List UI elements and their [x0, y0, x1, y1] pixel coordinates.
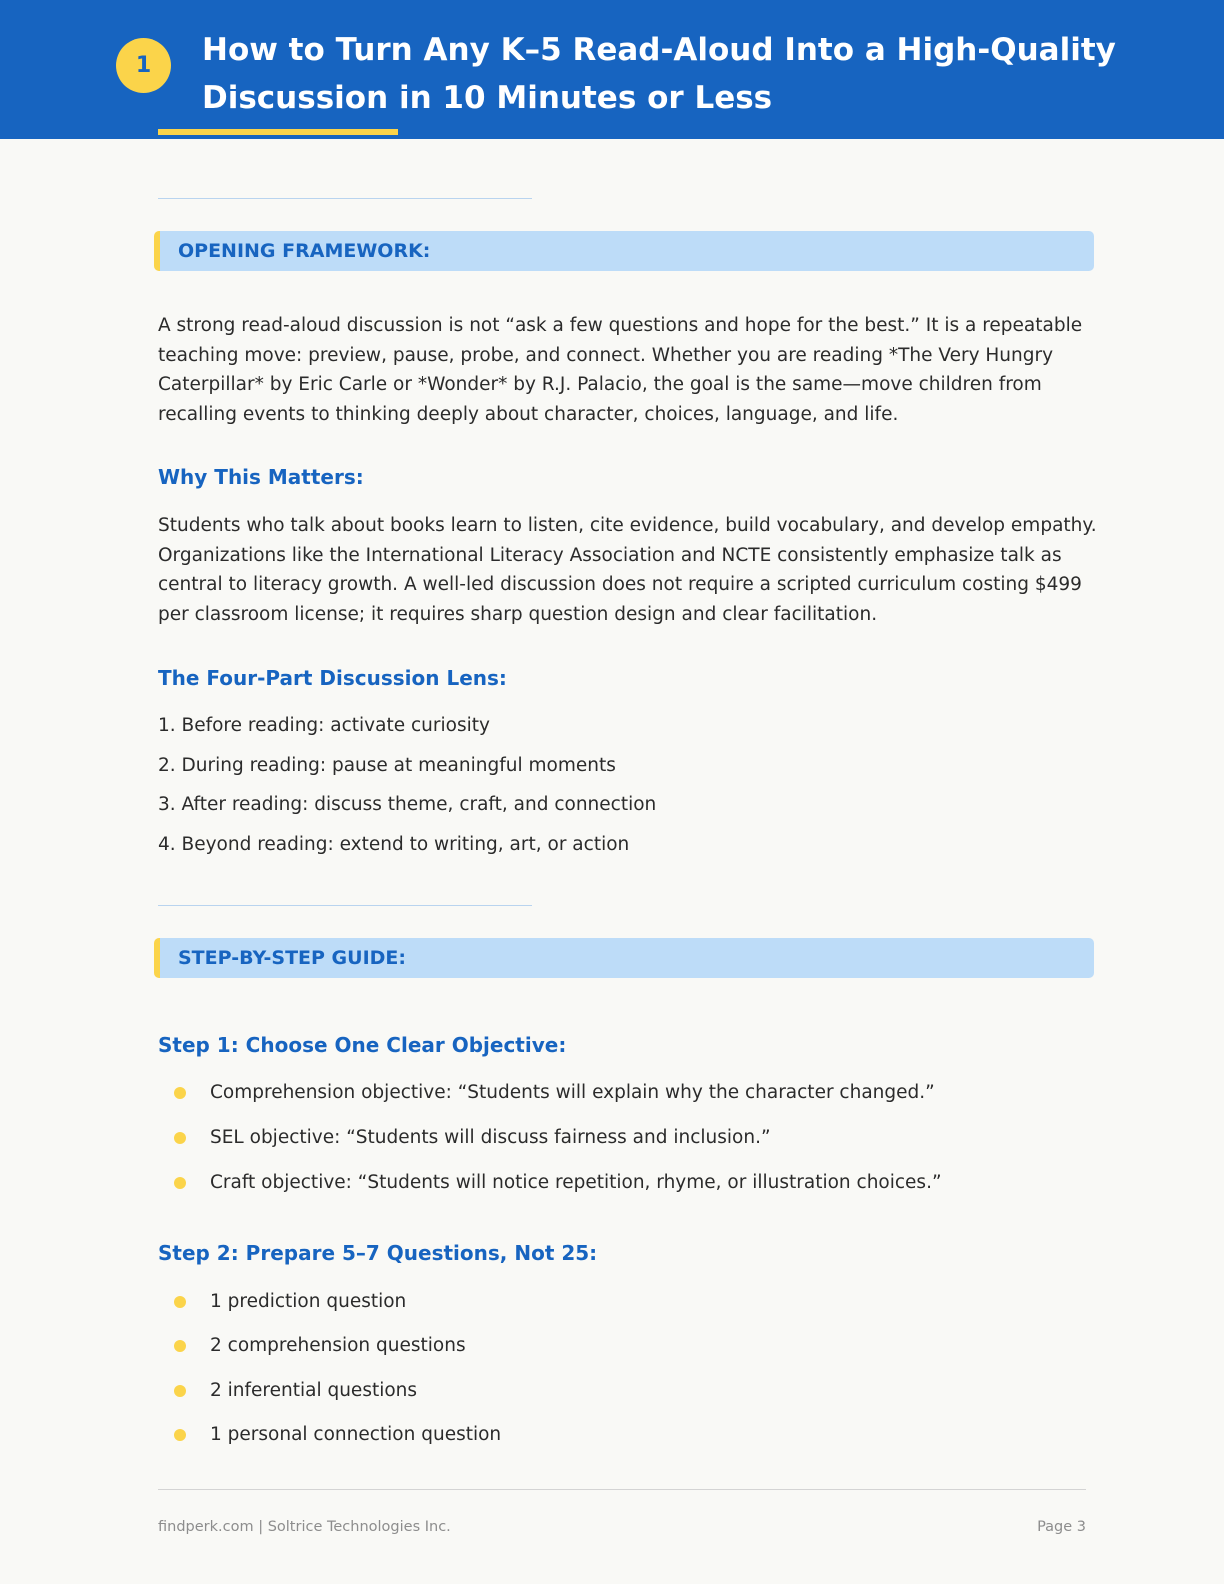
- bullet-text: Craft objective: “Students will notice repetition, rhyme, or illustration choices.”: [210, 1172, 942, 1193]
- bullet-dot-icon: [174, 1296, 186, 1308]
- why-matters-heading: Why This Matters:: [158, 465, 364, 489]
- section-divider: [158, 905, 532, 906]
- section-divider: [158, 198, 532, 199]
- discussion-lens-heading: The Four-Part Discussion Lens:: [158, 666, 507, 690]
- bullet-text: 1 personal connection question: [210, 1424, 502, 1445]
- section-heading-label: OPENING FRAMEWORK:: [178, 240, 431, 262]
- page-number: Page 3: [1037, 1519, 1086, 1535]
- bullet-text: 2 comprehension questions: [210, 1335, 466, 1356]
- bullet-text: SEL objective: “Students will discuss fairness and inclusion.”: [210, 1127, 771, 1148]
- numbered-list-item: 1. Before reading: activate curiosity: [158, 715, 490, 736]
- bullet-text: 1 prediction question: [210, 1291, 407, 1312]
- section-heading-guide: [154, 938, 1094, 978]
- numbered-list-item: 3. After reading: discuss theme, craft, and connection: [158, 794, 657, 815]
- chapter-number-badge: 1: [116, 38, 171, 93]
- numbered-list-item: 4. Beyond reading: extend to writing, art, or action: [158, 834, 630, 855]
- why-matters-paragraph: Students who talk about books learn to listen, cite evidence, build vocabulary, and develop empathy. Organizations like the International Literacy Association and NCTE consistently emphasize talk as central to literacy growth. A well-led discussion does not require a scripted curriculum costing $499 per classroom license; it requires sharp question design and clear facilitation.: [158, 515, 1097, 625]
- step1-heading: Step 1: Choose One Clear Objective:: [158, 1033, 567, 1057]
- bullet-dot-icon: [174, 1087, 186, 1099]
- section-heading-opening: [154, 231, 1094, 271]
- bullet-dot-icon: [174, 1132, 186, 1144]
- step2-heading: Step 2: Prepare 5–7 Questions, Not 25:: [158, 1241, 598, 1265]
- bullet-dot-icon: [174, 1340, 186, 1352]
- page-title: How to Turn Any K–5 Read-Aloud Into a High-Quality Discussion in 10 Minutes or Less: [202, 32, 1116, 116]
- bullet-dot-icon: [174, 1177, 186, 1189]
- opening-paragraph: A strong read-aloud discussion is not “ask a few questions and hope for the best.” It is a repeatable teaching move: preview, pause, probe, and connect. Whether you are reading *The Very Hungry Caterpillar* by Eric Carle or *Wonder* by R.J. Palacio, the goal is the same—move children from recalling events to thinking deeply about character, choices, language, and life.: [158, 315, 1083, 425]
- page-header: [0, 0, 1224, 139]
- numbered-list-item: 2. During reading: pause at meaningful moments: [158, 755, 616, 776]
- bullet-text: Comprehension objective: “Students will explain why the character changed.”: [210, 1082, 935, 1103]
- title-accent-underline: [158, 129, 398, 135]
- bullet-dot-icon: [174, 1429, 186, 1441]
- footer-source: findperk.com | Soltrice Technologies Inc.: [158, 1519, 451, 1535]
- bullet-dot-icon: [174, 1385, 186, 1397]
- section-heading-label: STEP-BY-STEP GUIDE:: [178, 947, 406, 969]
- bullet-text: 2 inferential questions: [210, 1380, 418, 1401]
- footer-divider: [158, 1489, 1086, 1490]
